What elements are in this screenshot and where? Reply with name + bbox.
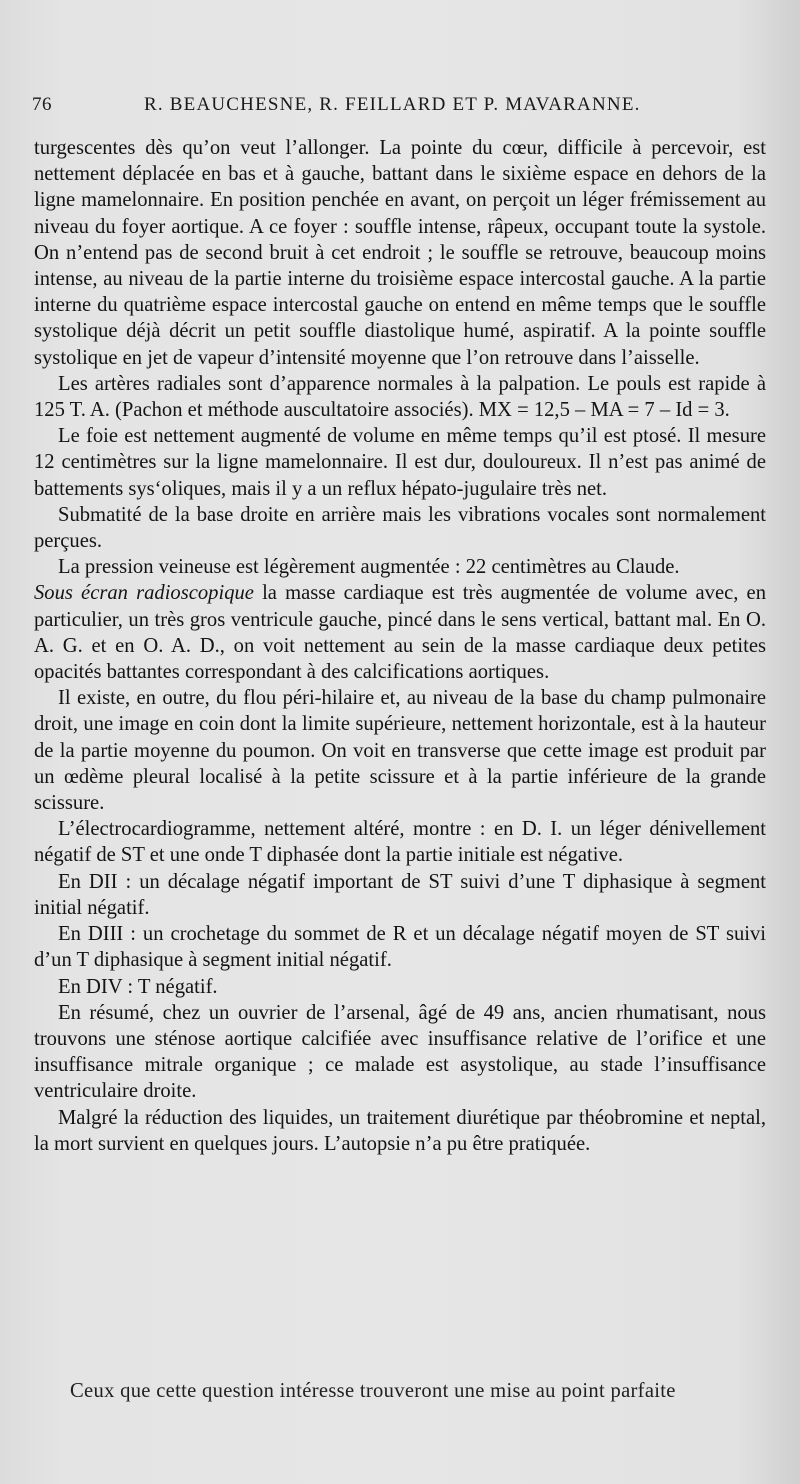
article-body — [34, 135, 766, 1157]
paragraph-diii: En DIII : un crochetage du sommet de R et un décalage négatif moyen de ST suivi d’un T diphasique à segment initial négatif. — [34, 923, 766, 972]
paragraph-div: En DIV : T négatif. — [58, 975, 218, 998]
paragraph-summary: En résumé, chez un ouvrier de l’arsenal, âgé de 49 ans, ancien rhumatisant, nous trouvons une sténose aortique calcifiée avec insuffisance relative de l’orifice et une insuffisance mitrale organique ; ce malade est asystolique, au stade l’insuffisance ventriculaire droite. — [34, 1001, 766, 1103]
radioscopy-italic-lead: Sous écran radioscopique — [34, 582, 254, 605]
page-number: 76 — [32, 94, 52, 115]
paragraph-radioscopy — [34, 580, 766, 685]
paragraph-radial-arteries: Les artères radiales sont d’apparence normales à la palpation. Le pouls est rapide à 125 T. A. (Pachon et méthode auscultatoire associés). MX = 12,5 – MA = 7 – Id = 3. — [34, 372, 766, 422]
paragraph-auscultation: turgescentes dès qu’on veut l’allonger. La pointe du cœur, difficile à percevoir, est nettement déplacée en bas et à gauche, battant dans le sixième espace en dehors de la ligne mamelonnaire. En position penchée en avant, on perçoit un léger frémissement au niveau du foyer aortique. A ce foyer : souffle intense, râpeux, occupant toute la systole. On n’entend pas de second bruit à cet endroit ; le souffle se retrouve, beaucoup moins intense, au niveau de la partie interne du troisième espace intercostal gauche. A la partie interne du quatrième espace intercostal gauche on entend en même temps que le souffle systolique déjà décrit un petit souffle diastolique humé, aspiratif. A la pointe souffle systolique en jet de vapeur d’intensité moyenne que l’on retrouve dans l’aisselle. — [34, 137, 766, 369]
paragraph-submatite: Submatité de la base droite en arrière mais les vibrations vocales sont normalement perçues. — [34, 503, 766, 553]
paragraph-venous-pressure: La pression veineuse est légèrement augmentée : 22 centimètres au Claude. — [58, 556, 680, 579]
running-head: R. BEAUCHESNE, R. FEILLARD ET P. MAVARANNE. — [144, 94, 641, 115]
paragraph-liver: Le foie est nettement augmenté de volume en même temps qu’il est ptosé. Il mesure 12 centimètres sur la ligne mamelonnaire. Il est dur, douloureux. Il n’est pas animé de battements sys‘oliques, mais il y a un reflux hépato-jugulaire très net. — [34, 425, 766, 500]
closing-line: Ceux que cette question intéresse trouveront une mise au point parfaite — [70, 1380, 676, 1402]
paragraph-perihilar: Il existe, en outre, du flou péri-hilaire et, au niveau de la base du champ pulmonaire droit, une image en coin dont la limite supérieure, nettement horizontale, est à la hauteur de la partie moyenne du poumon. On voit en transverse que cette image est produit par un œdème pleural localisé à la petite scissure et à la partie inférieure de la grande scissure. — [34, 687, 766, 815]
page-header — [30, 88, 770, 118]
paragraph-ecg: L’électrocardiogramme, nettement altéré, montre : en D. I. un léger dénivellement négatif de ST et une onde T diphasée dont la partie initiale est négative. — [34, 818, 766, 867]
paragraph-outcome: Malgré la réduction des liquides, un traitement diurétique par théobromine et neptal, la mort survient en quelques jours. L’autopsie n’a pu être pratiquée. — [34, 1106, 766, 1155]
radioscopy-text: la masse cardiaque est très augmentée de volume avec, en particulier, un très gros ventricule gauche, pincé dans le sens vertical, battant mal. En O. A. G. et en O. A. D., on voit nettement au sein de la masse cardiaque deux petites opacités battantes correspondant à des calcifications aortiques. — [34, 582, 766, 684]
paragraph-dii: En DII : un décalage négatif important de ST suivi d’une T diphasique à segment initial négatif. — [34, 870, 766, 919]
